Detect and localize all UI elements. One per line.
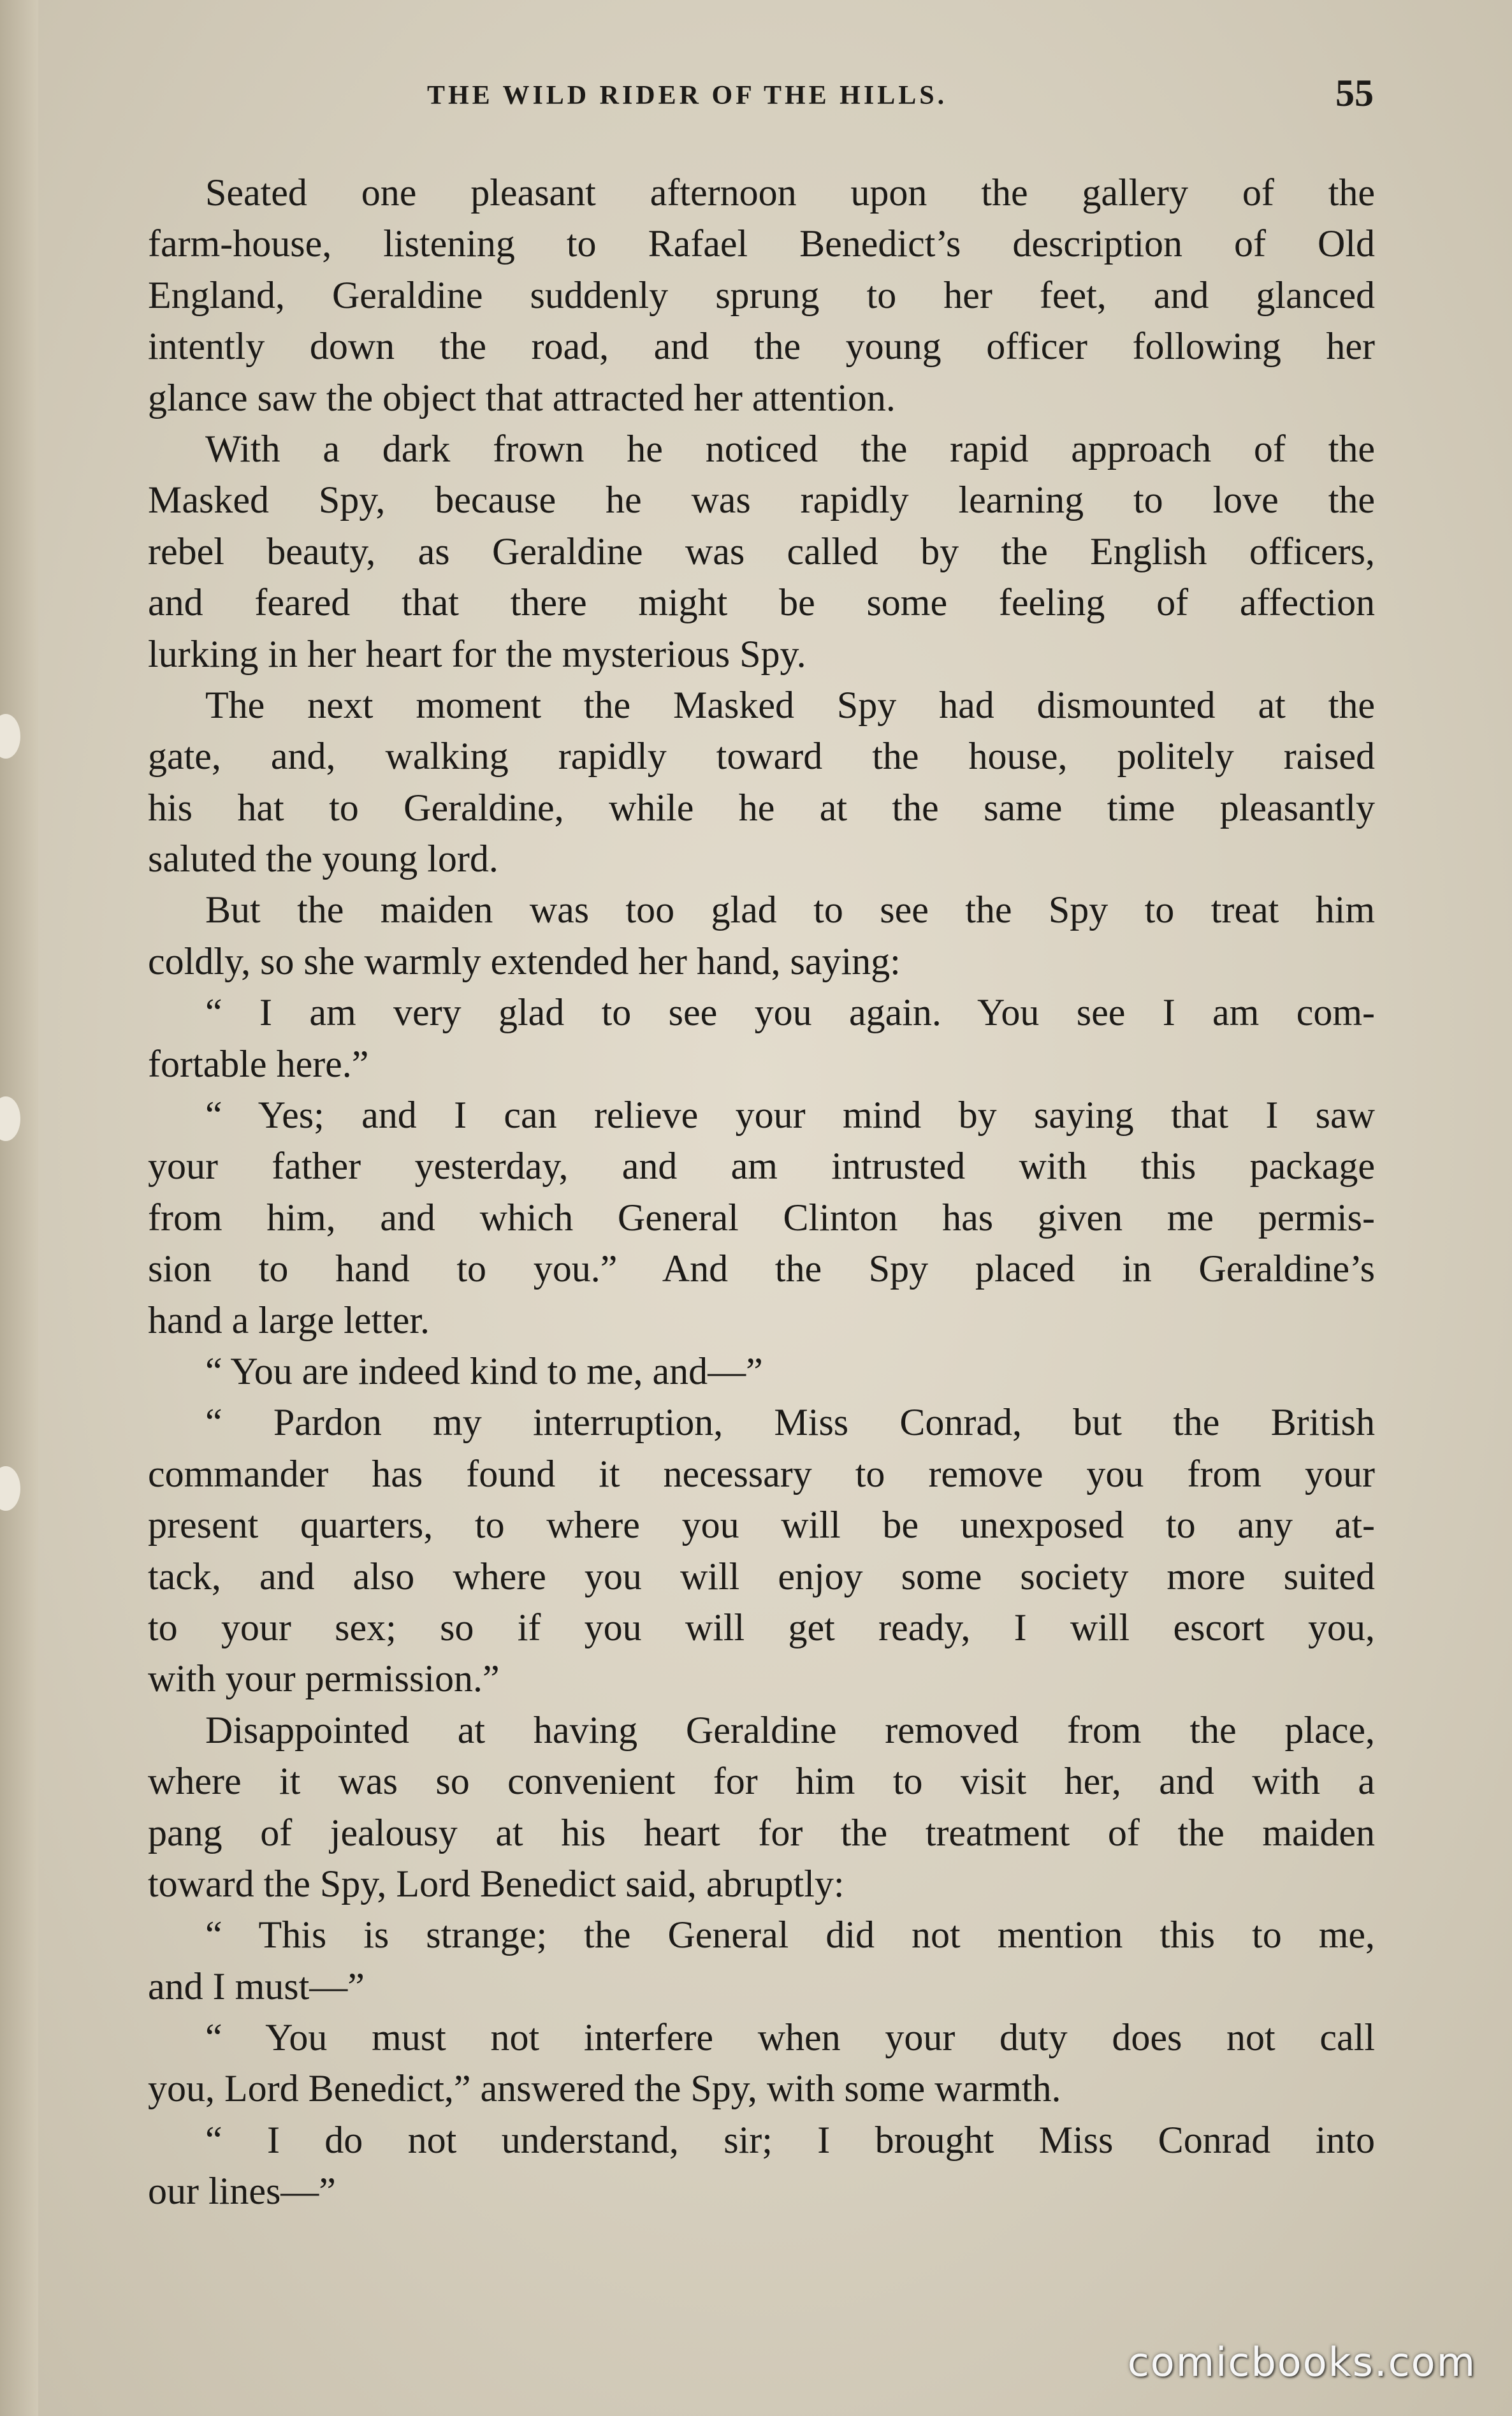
text-line: tack, and also where you will enjoy some society more suited bbox=[148, 1555, 1375, 1597]
body-text bbox=[148, 167, 1375, 2217]
text-line: Masked Spy, because he was rapidly learning to love the bbox=[148, 479, 1375, 521]
text-line: and I must—” bbox=[148, 1965, 365, 2007]
text-line: hand a large letter. bbox=[148, 1299, 430, 1341]
text-line: coldly, so she warmly extended her hand, saying: bbox=[148, 940, 901, 982]
text-line: and feared that there might be some feeling of affection bbox=[148, 581, 1375, 624]
text-line: “ Pardon my interruption, Miss Conrad, but the British bbox=[205, 1401, 1375, 1444]
text-line: sion to hand to you.” And the Spy placed in Geraldine’s bbox=[148, 1248, 1375, 1290]
text-line: his hat to Geraldine, while he at the same time pleasantly bbox=[148, 786, 1375, 829]
text-line: fortable here.” bbox=[148, 1042, 369, 1085]
text-line: The next moment the Masked Spy had dismounted at the bbox=[205, 683, 1375, 726]
text-line: present quarters, to where you will be unexposed to any at- bbox=[148, 1504, 1375, 1546]
text-line: “ You must not interfere when your duty does not call bbox=[205, 2016, 1375, 2059]
text-line: “ I am very glad to see you again. You see I am com- bbox=[205, 991, 1375, 1034]
text-line: your father yesterday, and am intrusted with this package bbox=[148, 1145, 1375, 1188]
text-line: with your permission.” bbox=[148, 1657, 500, 1700]
text-line: rebel beauty, as Geraldine was called by the English officers, bbox=[148, 530, 1375, 572]
page-edge bbox=[0, 0, 38, 2416]
text-line: toward the Spy, Lord Benedict said, abruptly: bbox=[148, 1862, 845, 1905]
running-title: THE WILD RIDER OF THE HILLS. bbox=[427, 81, 948, 110]
text-line: England, Geraldine suddenly sprung to her feet, and glanced bbox=[148, 273, 1375, 316]
text-line: our lines—” bbox=[148, 2170, 336, 2213]
text-line: With a dark frown he noticed the rapid approach of the bbox=[205, 427, 1375, 470]
text-line: glance saw the object that attracted her attention. bbox=[148, 376, 896, 419]
text-line: where it was so convenient for him to visit her, and with a bbox=[148, 1760, 1375, 1803]
text-line: “ I do not understand, sir; I brought Miss Conrad into bbox=[205, 2118, 1375, 2161]
text-line: commander has found it necessary to remove you from your bbox=[148, 1452, 1375, 1495]
text-line: But the maiden was too glad to see the Spy to treat him bbox=[205, 889, 1375, 931]
text-line: Seated one pleasant afternoon upon the gallery of the bbox=[205, 171, 1375, 214]
text-line: “ You are indeed kind to me, and—” bbox=[205, 1350, 763, 1392]
text-line: you, Lord Benedict,” answered the Spy, with some warmth. bbox=[148, 2067, 1061, 2110]
text-line: saluted the young lord. bbox=[148, 838, 498, 880]
text-line: lurking in her heart for the mysterious Spy. bbox=[148, 632, 806, 675]
text-line: from him, and which General Clinton has given me permis- bbox=[148, 1196, 1375, 1239]
text-line: “ This is strange; the General did not mention this to me, bbox=[205, 1914, 1375, 1956]
text-line: Disappointed at having Geraldine removed from the place, bbox=[205, 1708, 1375, 1751]
page-number: 55 bbox=[1335, 72, 1374, 114]
text-line: pang of jealousy at his heart for the treatment of the maiden bbox=[148, 1811, 1375, 1854]
text-line: “ Yes; and I can relieve your mind by saying that I saw bbox=[205, 1094, 1375, 1137]
watermark: comicbooks.com bbox=[1127, 2339, 1476, 2385]
text-line: to your sex; so if you will get ready, I will escort you, bbox=[148, 1606, 1375, 1648]
text-line: intently down the road, and the young officer following her bbox=[148, 325, 1375, 368]
text-line: farm-house, listening to Rafael Benedict’s description of Old bbox=[148, 222, 1375, 265]
page-header bbox=[147, 71, 1374, 122]
text-line: gate, and, walking rapidly toward the house, politely raised bbox=[148, 735, 1375, 778]
